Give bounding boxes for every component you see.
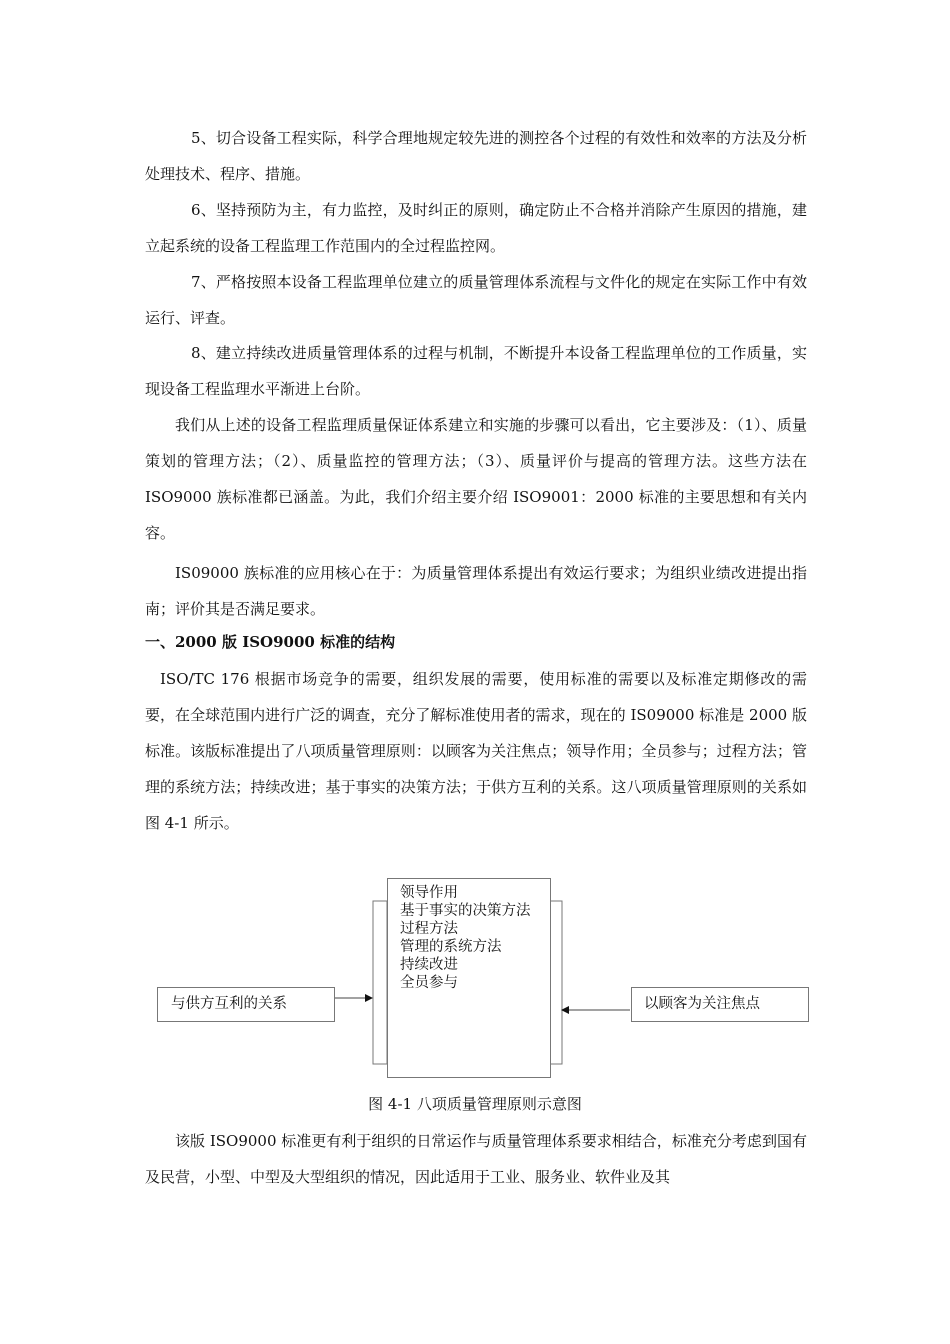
- left-bracket: [373, 901, 387, 1064]
- principle-item: 过程方法: [400, 921, 458, 937]
- principle-item: 全员参与: [400, 975, 458, 991]
- supplier-relationship-label: 与供方互利的关系: [171, 996, 287, 1012]
- paragraph-principle-5: 5、切合设备工程实际，科学合理地规定较先进的测控各个过程的有效性和效率的方法及分析处理技术、程序、措施。: [145, 129, 807, 183]
- figure-caption: 图 4-1 八项质量管理原则示意图: [368, 1095, 582, 1113]
- right-bracket: [550, 901, 562, 1064]
- paragraph-principle-8: 8、建立持续改进质量管理体系的过程与机制，不断提升本设备工程监理单位的工作质量，实现设备工程监理水平渐进上台阶。: [145, 344, 807, 398]
- principle-item: 领导作用: [400, 885, 458, 901]
- paragraph-principle-7: 7、严格按照本设备工程监理单位建立的质量管理体系流程与文件化的规定在实际工作中有效运行、评查。: [145, 273, 807, 327]
- center-principles-box: [387, 878, 551, 1078]
- principle-item: 基于事实的决策方法: [400, 903, 531, 919]
- center-principles-list: [388, 879, 550, 992]
- left-arrow-head-icon: [365, 994, 373, 1002]
- paragraph-summary: 我们从上述的设备工程监理质量保证体系建立和实施的步骤可以看出，它主要涉及：（1）、质量策划的管理方法；（2）、质量监控的管理方法；（3）、质量评价与提高的管理方法。这些方法在 ISO9000 族标准都已涵盖。为此，我们介绍主要介绍 ISO9001：2000 标准的主要思想和有关内容。: [145, 416, 807, 542]
- principle-item: 持续改进: [400, 957, 458, 973]
- paragraph-closing: 该版 ISO9000 标准更有利于组织的日常运作与质量管理体系要求相结合，标准充分考虑到国有及民营，小型、中型及大型组织的情况，因此适用于工业、服务业、软件业及其: [145, 1132, 807, 1186]
- customer-focus-box: [631, 987, 809, 1022]
- paragraph-core: IS09000 族标准的应用核心在于：为质量管理体系提出有效运行要求；为组织业绩改进提出指南；评价其是否满足要求。: [145, 564, 807, 618]
- principle-item: 管理的系统方法: [400, 939, 502, 955]
- paragraph-structure: ISO/TC 176 根据市场竞争的需要，组织发展的需要，使用标准的需要以及标准定期修改的需要，在全球范围内进行广泛的调查，充分了解标准使用者的需求，现在的 IS09000 标准是 2000 版标准。该版标准提出了八项质量管理原则：以顾客为关注焦点；领导作用；全员参与；过程方法；管理的系统方法；持续改进；基于事实的决策方法；于供方互利的关系。这八项质量管理原则的关系如图 4-1 所示。: [145, 670, 807, 832]
- supplier-relationship-box: [157, 987, 335, 1022]
- paragraph-principle-6: 6、坚持预防为主，有力监控，及时纠正的原则，确定防止不合格并消除产生原因的措施，建立起系统的设备工程监理工作范围内的全过程监控网。: [145, 201, 807, 255]
- customer-focus-label: 以顾客为关注焦点: [644, 996, 760, 1012]
- section-heading: 一、2000 版 ISO9000 标准的结构: [145, 633, 396, 651]
